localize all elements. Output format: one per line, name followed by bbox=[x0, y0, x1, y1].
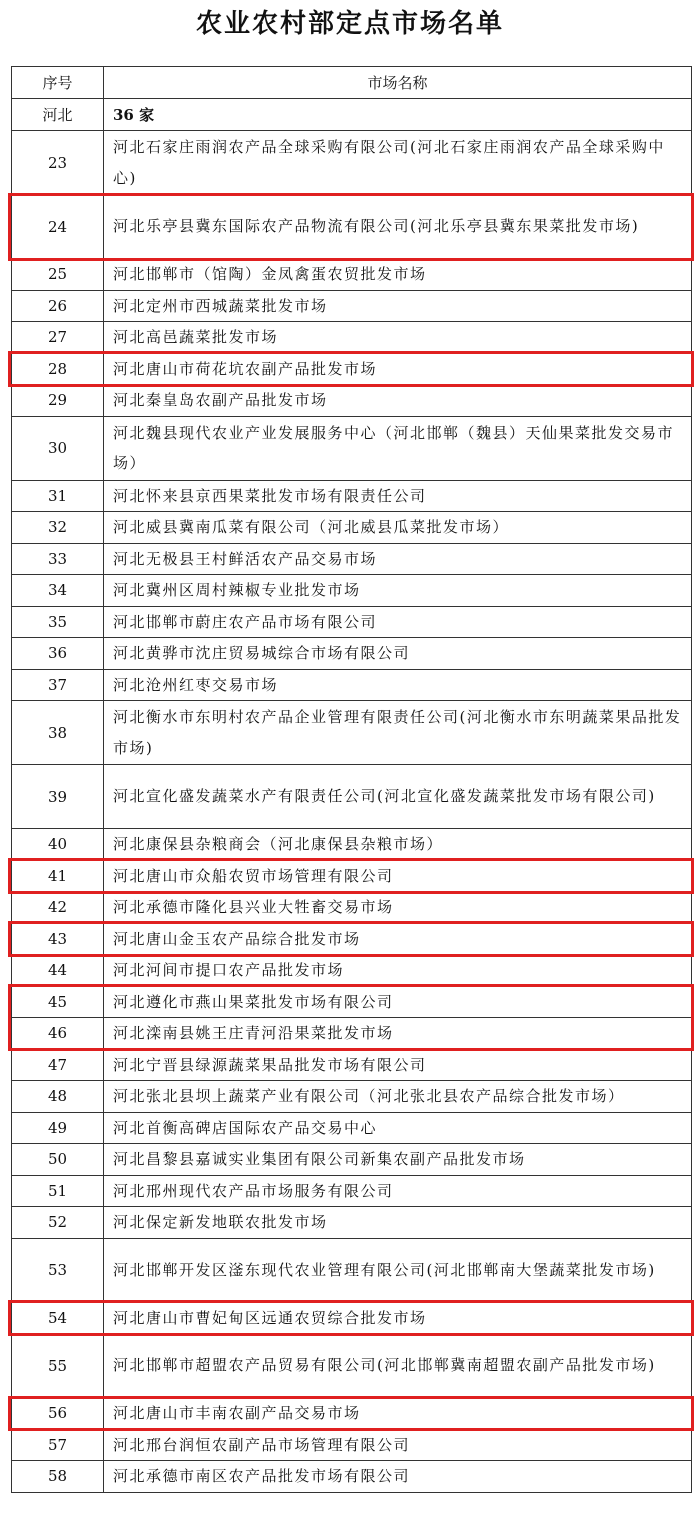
table-row bbox=[12, 259, 692, 291]
table-row bbox=[12, 1018, 692, 1050]
row-index: 58 bbox=[12, 1461, 104, 1493]
table-row bbox=[12, 1461, 692, 1493]
table-row bbox=[12, 131, 692, 195]
table-row bbox=[12, 829, 692, 861]
market-name: 河北河间市提口农产品批发市场 bbox=[104, 955, 692, 987]
row-index: 41 bbox=[12, 860, 104, 892]
table-row bbox=[12, 543, 692, 575]
table-row bbox=[12, 195, 692, 259]
row-index: 40 bbox=[12, 829, 104, 861]
table-row bbox=[12, 512, 692, 544]
row-index: 34 bbox=[12, 575, 104, 607]
table-row bbox=[12, 923, 692, 955]
market-name: 河北首衡高碑店国际农产品交易中心 bbox=[104, 1112, 692, 1144]
row-index: 51 bbox=[12, 1175, 104, 1207]
market-name: 河北高邑蔬菜批发市场 bbox=[104, 322, 692, 354]
row-index: 55 bbox=[12, 1334, 104, 1398]
market-name: 河北宁晋县绿源蔬菜果品批发市场有限公司 bbox=[104, 1049, 692, 1081]
table-row bbox=[12, 765, 692, 829]
table-row bbox=[12, 1334, 692, 1398]
table-row bbox=[12, 606, 692, 638]
row-index: 39 bbox=[12, 765, 104, 829]
market-name: 河北张北县坝上蔬菜产业有限公司（河北张北县农产品综合批发市场） bbox=[104, 1081, 692, 1113]
table-row bbox=[12, 1112, 692, 1144]
table-row bbox=[12, 1207, 692, 1239]
market-table bbox=[11, 66, 692, 1493]
market-name: 河北滦南县姚王庄青河沿果菜批发市场 bbox=[104, 1018, 692, 1050]
market-name: 河北唐山市荷花坑农副产品批发市场 bbox=[104, 353, 692, 385]
market-name: 河北秦皇岛农副产品批发市场 bbox=[104, 385, 692, 417]
market-name: 河北唐山市丰南农副产品交易市场 bbox=[104, 1398, 692, 1430]
row-index: 43 bbox=[12, 923, 104, 955]
market-name: 河北定州市西城蔬菜批发市场 bbox=[104, 290, 692, 322]
table-header-row bbox=[12, 67, 692, 99]
market-name: 河北昌黎县嘉诚实业集团有限公司新集农副产品批发市场 bbox=[104, 1144, 692, 1176]
row-index: 36 bbox=[12, 638, 104, 670]
row-index: 57 bbox=[12, 1429, 104, 1461]
row-index: 24 bbox=[12, 195, 104, 259]
row-index: 42 bbox=[12, 892, 104, 924]
market-name: 河北威县冀南瓜菜有限公司（河北威县瓜菜批发市场） bbox=[104, 512, 692, 544]
table-row bbox=[12, 385, 692, 417]
market-name: 河北冀州区周村辣椒专业批发市场 bbox=[104, 575, 692, 607]
table-row bbox=[12, 669, 692, 701]
market-name: 河北怀来县京西果菜批发市场有限责任公司 bbox=[104, 480, 692, 512]
market-name: 河北邯郸市超盟农产品贸易有限公司(河北邯郸冀南超盟农副产品批发市场) bbox=[104, 1334, 692, 1398]
market-name: 河北邢台润恒农副产品市场管理有限公司 bbox=[104, 1429, 692, 1461]
market-name: 河北邯郸开发区滏东现代农业管理有限公司(河北邯郸南大堡蔬菜批发市场) bbox=[104, 1238, 692, 1302]
row-index: 29 bbox=[12, 385, 104, 417]
table-row bbox=[12, 575, 692, 607]
page-title: 农业农村部定点市场名单 bbox=[195, 9, 504, 39]
market-name: 河北无极县王村鲜活农产品交易市场 bbox=[104, 543, 692, 575]
row-index: 37 bbox=[12, 669, 104, 701]
table-row bbox=[12, 892, 692, 924]
province-count: 36 家 bbox=[104, 99, 692, 131]
column-header-name: 市场名称 bbox=[104, 67, 692, 99]
table-row bbox=[12, 1238, 692, 1302]
table-row bbox=[12, 290, 692, 322]
table-row bbox=[12, 1429, 692, 1461]
province-name: 河北 bbox=[12, 99, 104, 131]
table-row bbox=[12, 1144, 692, 1176]
market-name: 河北承德市南区农产品批发市场有限公司 bbox=[104, 1461, 692, 1493]
table-row bbox=[12, 1302, 692, 1334]
row-index: 38 bbox=[12, 701, 104, 765]
table-row bbox=[12, 480, 692, 512]
market-name: 河北衡水市东明村农产品企业管理有限责任公司(河北衡水市东明蔬菜果品批发市场) bbox=[104, 701, 692, 765]
table-row bbox=[12, 1175, 692, 1207]
market-name: 河北沧州红枣交易市场 bbox=[104, 669, 692, 701]
market-name: 河北唐山市曹妃甸区远通农贸综合批发市场 bbox=[104, 1302, 692, 1334]
table-row bbox=[12, 322, 692, 354]
row-index: 48 bbox=[12, 1081, 104, 1113]
row-index: 49 bbox=[12, 1112, 104, 1144]
row-index: 53 bbox=[12, 1238, 104, 1302]
table-row bbox=[12, 353, 692, 385]
row-index: 46 bbox=[12, 1018, 104, 1050]
row-index: 44 bbox=[12, 955, 104, 987]
table-row bbox=[12, 1049, 692, 1081]
market-name: 河北邯郸市（馆陶）金凤禽蛋农贸批发市场 bbox=[104, 259, 692, 291]
table-row bbox=[12, 955, 692, 987]
table-row bbox=[12, 986, 692, 1018]
market-name: 河北保定新发地联农批发市场 bbox=[104, 1207, 692, 1239]
market-name: 河北唐山金玉农产品综合批发市场 bbox=[104, 923, 692, 955]
market-name: 河北邢州现代农产品市场服务有限公司 bbox=[104, 1175, 692, 1207]
market-name: 河北康保县杂粮商会（河北康保县杂粮市场） bbox=[104, 829, 692, 861]
market-name: 河北唐山市众船农贸市场管理有限公司 bbox=[104, 860, 692, 892]
row-index: 30 bbox=[12, 416, 104, 480]
row-index: 54 bbox=[12, 1302, 104, 1334]
row-index: 31 bbox=[12, 480, 104, 512]
row-index: 35 bbox=[12, 606, 104, 638]
table-row bbox=[12, 701, 692, 765]
row-index: 50 bbox=[12, 1144, 104, 1176]
row-index: 28 bbox=[12, 353, 104, 385]
table-row bbox=[12, 638, 692, 670]
market-name: 河北黄骅市沈庄贸易城综合市场有限公司 bbox=[104, 638, 692, 670]
row-index: 25 bbox=[12, 259, 104, 291]
province-row bbox=[12, 99, 692, 131]
market-name: 河北宣化盛发蔬菜水产有限责任公司(河北宣化盛发蔬菜批发市场有限公司) bbox=[104, 765, 692, 829]
market-name: 河北石家庄雨润农产品全球采购有限公司(河北石家庄雨润农产品全球采购中心) bbox=[104, 131, 692, 195]
column-header-index: 序号 bbox=[12, 67, 104, 99]
market-name: 河北承德市隆化县兴业大牲畜交易市场 bbox=[104, 892, 692, 924]
table-row bbox=[12, 1398, 692, 1430]
row-index: 27 bbox=[12, 322, 104, 354]
row-index: 32 bbox=[12, 512, 104, 544]
market-name: 河北乐亭县冀东国际农产品物流有限公司(河北乐亭县冀东果菜批发市场) bbox=[104, 195, 692, 259]
row-index: 56 bbox=[12, 1398, 104, 1430]
market-name: 河北魏县现代农业产业发展服务中心（河北邯郸（魏县）天仙果菜批发交易市场） bbox=[104, 416, 692, 480]
market-name: 河北遵化市燕山果菜批发市场有限公司 bbox=[104, 986, 692, 1018]
table-row bbox=[12, 860, 692, 892]
row-index: 26 bbox=[12, 290, 104, 322]
row-index: 23 bbox=[12, 131, 104, 195]
row-index: 47 bbox=[12, 1049, 104, 1081]
market-name: 河北邯郸市蔚庄农产品市场有限公司 bbox=[104, 606, 692, 638]
row-index: 52 bbox=[12, 1207, 104, 1239]
row-index: 33 bbox=[12, 543, 104, 575]
row-index: 45 bbox=[12, 986, 104, 1018]
table-row bbox=[12, 416, 692, 480]
table-row bbox=[12, 1081, 692, 1113]
